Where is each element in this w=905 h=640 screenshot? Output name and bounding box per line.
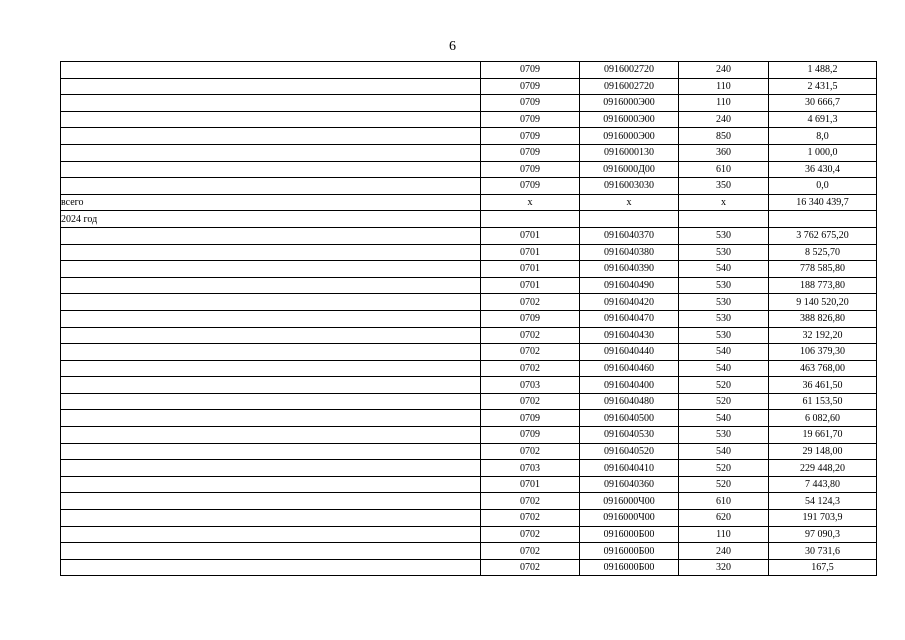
target-article-cell: 0916040500 [580, 410, 679, 427]
table-row [61, 294, 877, 311]
section-code-cell: 0702 [481, 543, 580, 560]
amount-cell: 32 192,20 [769, 327, 877, 344]
table-row [61, 476, 877, 493]
section-code-cell: 0709 [481, 178, 580, 195]
section-code-cell: 0709 [481, 427, 580, 444]
target-article-cell: 0916040530 [580, 427, 679, 444]
row-name-cell [61, 510, 481, 527]
table-row [61, 543, 877, 560]
target-article-cell: 0916040370 [580, 227, 679, 244]
section-code-cell: 0702 [481, 443, 580, 460]
amount-cell: 36 461,50 [769, 377, 877, 394]
row-name-cell: всего [61, 194, 481, 211]
table-row [61, 393, 877, 410]
expense-type-cell: 610 [679, 161, 769, 178]
section-code-cell: 0702 [481, 393, 580, 410]
amount-cell: 388 826,80 [769, 310, 877, 327]
target-article-cell: 0916040460 [580, 360, 679, 377]
target-article-cell: 0916040360 [580, 476, 679, 493]
row-name-cell [61, 543, 481, 560]
section-code-cell: 0702 [481, 510, 580, 527]
section-code-cell: 0703 [481, 377, 580, 394]
target-article-cell: х [580, 194, 679, 211]
amount-cell: 30 731,6 [769, 543, 877, 560]
row-name-cell [61, 310, 481, 327]
target-article-cell: 0916040380 [580, 244, 679, 261]
section-code-cell: 0709 [481, 95, 580, 112]
target-article-cell: 0916000Ч00 [580, 510, 679, 527]
table-row [61, 310, 877, 327]
section-code-cell: 0709 [481, 62, 580, 79]
expense-type-cell: 240 [679, 543, 769, 560]
table-row [61, 427, 877, 444]
expense-type-cell [679, 211, 769, 228]
section-code-cell: 0701 [481, 261, 580, 278]
target-article-cell: 0916000Д00 [580, 161, 679, 178]
expense-type-cell: 530 [679, 427, 769, 444]
expense-type-cell: 520 [679, 377, 769, 394]
amount-cell: 1 488,2 [769, 62, 877, 79]
table-row [61, 95, 877, 112]
expense-type-cell: 530 [679, 294, 769, 311]
amount-cell: 19 661,70 [769, 427, 877, 444]
row-name-cell [61, 261, 481, 278]
expense-type-cell: 320 [679, 559, 769, 576]
amount-cell: 778 585,80 [769, 261, 877, 278]
target-article-cell: 0916002720 [580, 78, 679, 95]
table-row [61, 62, 877, 79]
amount-cell: 54 124,3 [769, 493, 877, 510]
expense-type-cell: 610 [679, 493, 769, 510]
target-article-cell: 0916000Б00 [580, 526, 679, 543]
amount-cell: 106 379,30 [769, 344, 877, 361]
expense-type-cell: 530 [679, 227, 769, 244]
section-code-cell: 0709 [481, 161, 580, 178]
section-code-cell: х [481, 194, 580, 211]
amount-cell: 463 768,00 [769, 360, 877, 377]
row-name-cell [61, 227, 481, 244]
expense-type-cell: 350 [679, 178, 769, 195]
row-name-cell [61, 277, 481, 294]
row-name-cell [61, 327, 481, 344]
section-code-cell: 0709 [481, 128, 580, 145]
expense-type-cell: 540 [679, 443, 769, 460]
amount-cell: 3 762 675,20 [769, 227, 877, 244]
expense-type-cell: 540 [679, 261, 769, 278]
expense-type-cell: 540 [679, 410, 769, 427]
row-name-cell [61, 244, 481, 261]
section-code-cell: 0703 [481, 460, 580, 477]
row-name-cell [61, 78, 481, 95]
table-row [61, 194, 877, 211]
row-name-cell [61, 294, 481, 311]
table-row [61, 144, 877, 161]
row-name-cell [61, 144, 481, 161]
table-row [61, 460, 877, 477]
amount-cell: 1 000,0 [769, 144, 877, 161]
amount-cell: 191 703,9 [769, 510, 877, 527]
target-article-cell: 0916002720 [580, 62, 679, 79]
section-code-cell [481, 211, 580, 228]
row-name-cell: 2024 год [61, 211, 481, 228]
amount-cell: 16 340 439,7 [769, 194, 877, 211]
row-name-cell [61, 178, 481, 195]
expense-type-cell: 240 [679, 111, 769, 128]
expense-type-cell: 530 [679, 327, 769, 344]
row-name-cell [61, 344, 481, 361]
amount-cell [769, 211, 877, 228]
amount-cell: 4 691,3 [769, 111, 877, 128]
amount-cell: 8,0 [769, 128, 877, 145]
amount-cell: 6 082,60 [769, 410, 877, 427]
section-code-cell: 0709 [481, 410, 580, 427]
target-article-cell: 0916000Э00 [580, 95, 679, 112]
expense-type-cell: 110 [679, 78, 769, 95]
amount-cell: 61 153,50 [769, 393, 877, 410]
target-article-cell: 0916040410 [580, 460, 679, 477]
table-row [61, 277, 877, 294]
row-name-cell [61, 360, 481, 377]
section-code-cell: 0701 [481, 277, 580, 294]
table-row [61, 526, 877, 543]
table-row [61, 510, 877, 527]
row-name-cell [61, 427, 481, 444]
amount-cell: 167,5 [769, 559, 877, 576]
section-code-cell: 0702 [481, 493, 580, 510]
table-row [61, 161, 877, 178]
section-code-cell: 0709 [481, 78, 580, 95]
table-row [61, 559, 877, 576]
section-code-cell: 0701 [481, 476, 580, 493]
target-article-cell: 0916000Б00 [580, 559, 679, 576]
section-code-cell: 0701 [481, 227, 580, 244]
expense-type-cell: 530 [679, 277, 769, 294]
table-row [61, 377, 877, 394]
amount-cell: 36 430,4 [769, 161, 877, 178]
section-code-cell: 0702 [481, 294, 580, 311]
section-code-cell: 0702 [481, 559, 580, 576]
table-row [61, 327, 877, 344]
expense-type-cell: 520 [679, 476, 769, 493]
page-number: 6 [449, 39, 456, 54]
row-name-cell [61, 128, 481, 145]
target-article-cell: 0916040400 [580, 377, 679, 394]
row-name-cell [61, 111, 481, 128]
table-row [61, 261, 877, 278]
row-name-cell [61, 161, 481, 178]
table-row [61, 227, 877, 244]
target-article-cell: 0916040390 [580, 261, 679, 278]
budget-table-body [61, 62, 877, 576]
table-row [61, 211, 877, 228]
target-article-cell: 0916040440 [580, 344, 679, 361]
expense-type-cell: 620 [679, 510, 769, 527]
section-code-cell: 0701 [481, 244, 580, 261]
expense-type-cell: 540 [679, 344, 769, 361]
row-name-cell [61, 460, 481, 477]
section-code-cell: 0709 [481, 144, 580, 161]
expense-type-cell: 110 [679, 526, 769, 543]
target-article-cell: 0916040480 [580, 393, 679, 410]
target-article-cell: 0916000Б00 [580, 543, 679, 560]
amount-cell: 7 443,80 [769, 476, 877, 493]
section-code-cell: 0709 [481, 310, 580, 327]
table-row [61, 493, 877, 510]
amount-cell: 29 148,00 [769, 443, 877, 460]
amount-cell: 8 525,70 [769, 244, 877, 261]
row-name-cell [61, 393, 481, 410]
table-row [61, 244, 877, 261]
table-row [61, 111, 877, 128]
amount-cell: 0,0 [769, 178, 877, 195]
target-article-cell: 0916040420 [580, 294, 679, 311]
amount-cell: 30 666,7 [769, 95, 877, 112]
amount-cell: 229 448,20 [769, 460, 877, 477]
target-article-cell: 0916000Э00 [580, 128, 679, 145]
expense-type-cell: 110 [679, 95, 769, 112]
expense-type-cell: 520 [679, 460, 769, 477]
target-article-cell: 0916040520 [580, 443, 679, 460]
row-name-cell [61, 377, 481, 394]
table-row [61, 410, 877, 427]
table-row [61, 178, 877, 195]
amount-cell: 188 773,80 [769, 277, 877, 294]
budget-table [60, 61, 877, 576]
expense-type-cell: 360 [679, 144, 769, 161]
amount-cell: 9 140 520,20 [769, 294, 877, 311]
row-name-cell [61, 493, 481, 510]
expense-type-cell: х [679, 194, 769, 211]
amount-cell: 97 090,3 [769, 526, 877, 543]
section-code-cell: 0709 [481, 111, 580, 128]
target-article-cell: 0916000130 [580, 144, 679, 161]
amount-cell: 2 431,5 [769, 78, 877, 95]
expense-type-cell: 240 [679, 62, 769, 79]
table-row [61, 443, 877, 460]
row-name-cell [61, 559, 481, 576]
row-name-cell [61, 443, 481, 460]
table-row [61, 344, 877, 361]
target-article-cell: 0916040490 [580, 277, 679, 294]
row-name-cell [61, 62, 481, 79]
row-name-cell [61, 410, 481, 427]
target-article-cell: 0916000Ч00 [580, 493, 679, 510]
table-row [61, 128, 877, 145]
expense-type-cell: 540 [679, 360, 769, 377]
row-name-cell [61, 95, 481, 112]
section-code-cell: 0702 [481, 360, 580, 377]
target-article-cell: 0916040430 [580, 327, 679, 344]
expense-type-cell: 530 [679, 244, 769, 261]
expense-type-cell: 520 [679, 393, 769, 410]
row-name-cell [61, 476, 481, 493]
table-row [61, 360, 877, 377]
expense-type-cell: 850 [679, 128, 769, 145]
table-row [61, 78, 877, 95]
target-article-cell [580, 211, 679, 228]
section-code-cell: 0702 [481, 526, 580, 543]
row-name-cell [61, 526, 481, 543]
target-article-cell: 0916040470 [580, 310, 679, 327]
target-article-cell: 0916000Э00 [580, 111, 679, 128]
expense-type-cell: 530 [679, 310, 769, 327]
target-article-cell: 0916003030 [580, 178, 679, 195]
section-code-cell: 0702 [481, 344, 580, 361]
section-code-cell: 0702 [481, 327, 580, 344]
